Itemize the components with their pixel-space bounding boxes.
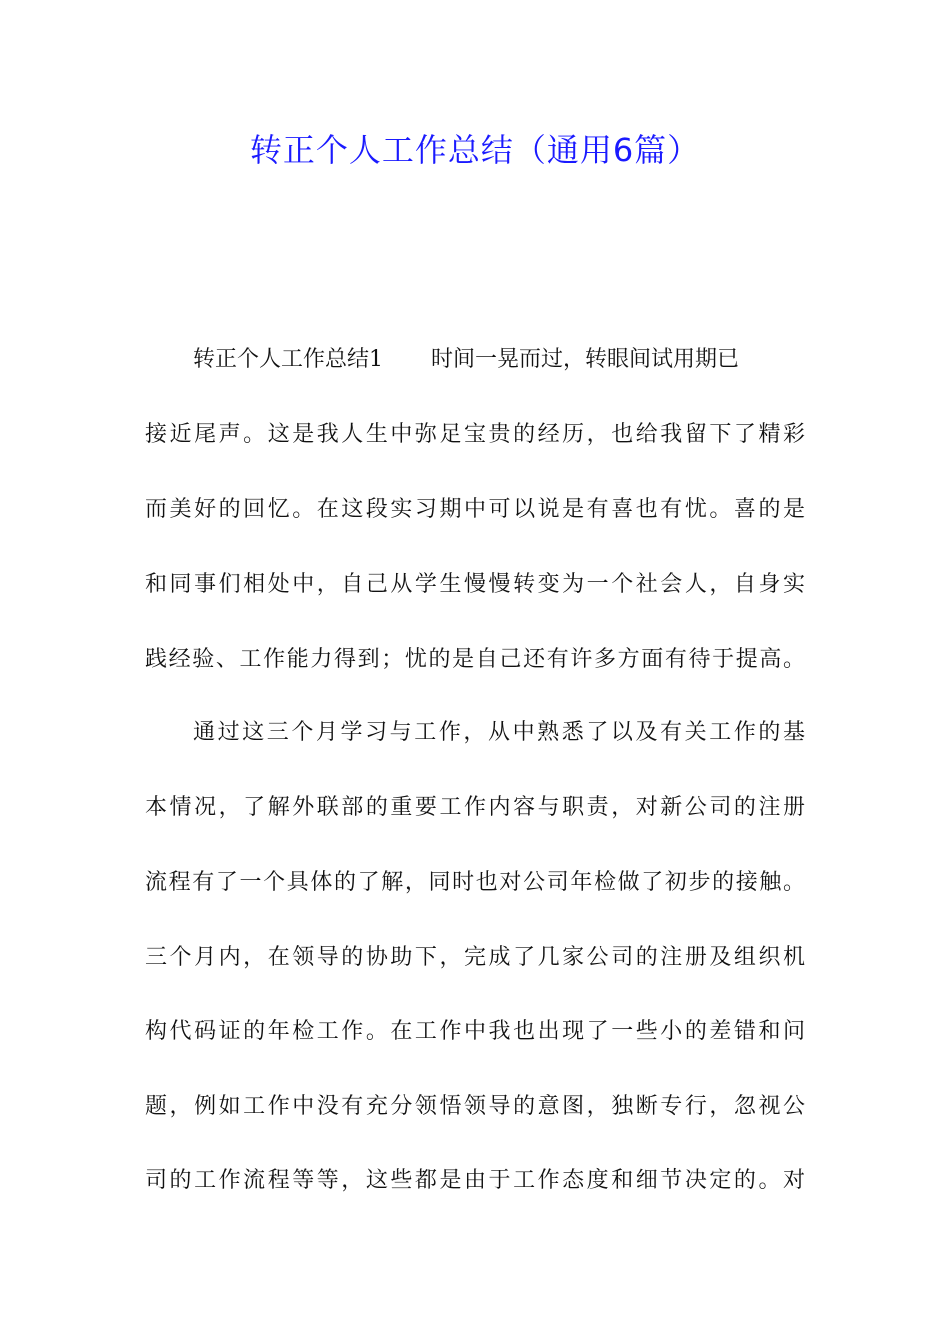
paragraph-2-line-1: 通过这三个月学习与工作，从中熟悉了以及有关工作的基 [193,720,805,745]
paragraph-2-line-6: 题，例如工作中没有充分领悟领导的意图，独断专行，忽视公 [145,1094,805,1119]
paragraph-1-line-1 [193,345,739,375]
paragraph-1-line-4: 和同事们相处中，自己从学生慢慢转变为一个社会人，自身实 [145,572,805,597]
paragraph-2-line-5: 构代码证的年检工作。在工作中我也出现了一些小的差错和问 [145,1019,805,1044]
paragraph-text: 时间一晃而过，转眼间试用期已 [431,347,740,372]
paragraph-2-line-2: 本情况，了解外联部的重要工作内容与职责，对新公司的注册 [145,795,805,820]
paragraph-1-line-2: 接近尾声。这是我人生中弥足宝贵的经历，也给我留下了精彩 [145,422,805,447]
paragraph-2-line-4: 三个月内，在领导的协助下，完成了几家公司的注册及组织机 [145,945,805,970]
paragraph-2-line-7: 司的工作流程等等，这些都是由于工作态度和细节决定的。对 [145,1168,805,1193]
paragraph-1-line-3: 而美好的回忆。在这段实习期中可以说是有喜也有忧。喜的是 [145,497,805,522]
paragraph-1-line-5: 践经验、工作能力得到；忧的是自己还有许多方面有待于提高。 [145,647,805,672]
document-title: 转正个人工作总结（通用6篇） [249,131,701,169]
paragraph-2-line-3: 流程有了一个具体的了解，同时也对公司年检做了初步的接触。 [145,870,805,895]
section-heading: 转正个人工作总结1 [193,347,383,372]
